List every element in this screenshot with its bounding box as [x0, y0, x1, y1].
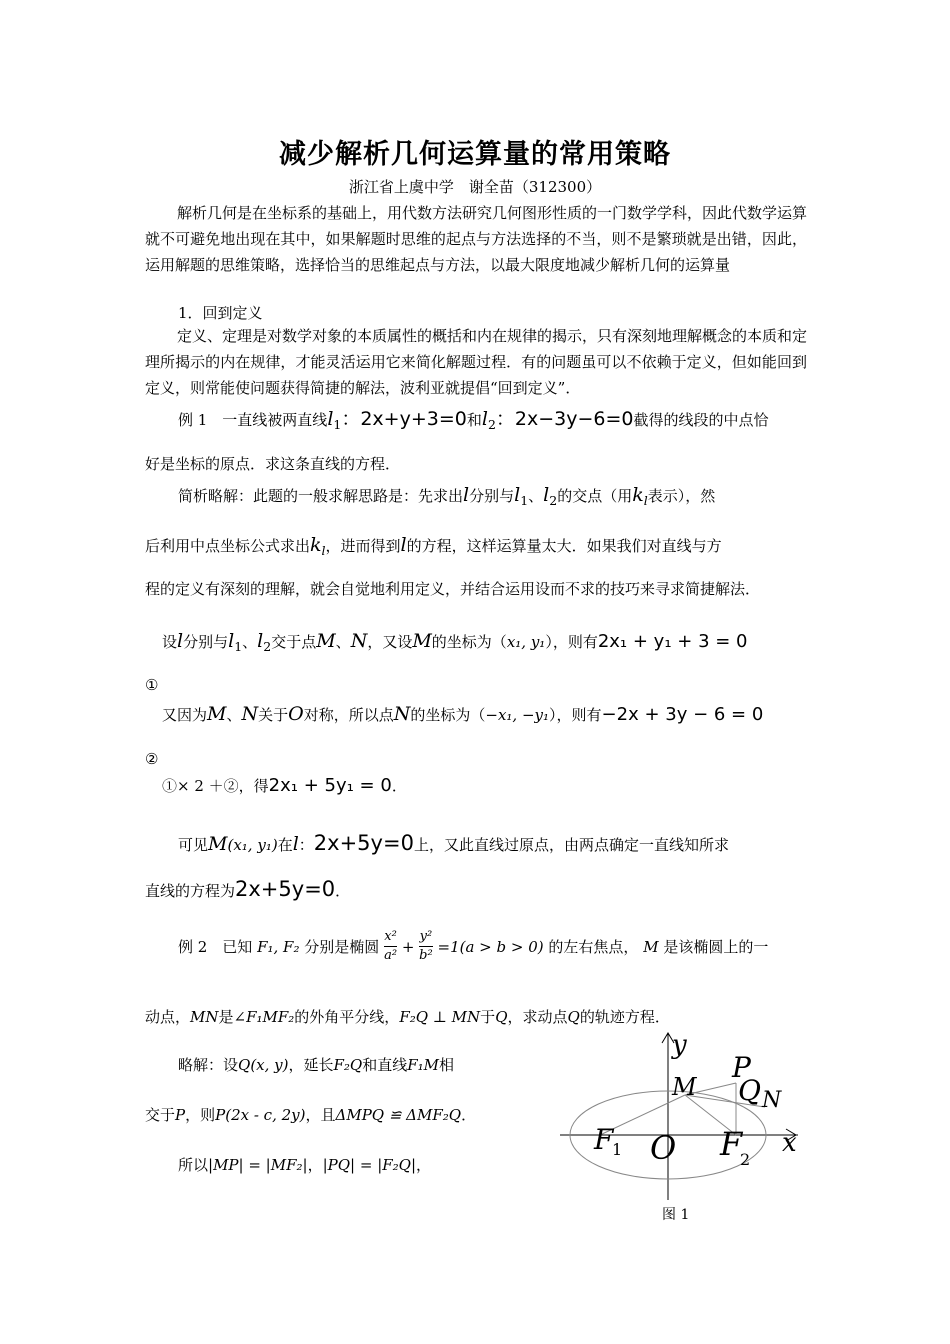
step1-line: 设l分别与$l_1$、$l_2$交于点M、N，又设M的坐标为（x₁, y₁），则有2x₁ + y₁ + 3 = 0 — [162, 630, 748, 654]
page-title: 减少解析几何运算量的常用策略 — [279, 139, 671, 170]
equation-marker-1: ① — [145, 676, 159, 694]
solution2-line1: 略解：设Q(x, y)，延长F₂Q和直线F₁M相 — [178, 1056, 455, 1074]
analysis-line3: 程的定义有深刻的理解，就会自觉地利用定义，并结合运用设而不求的技巧来寻求简捷解法． — [145, 580, 761, 598]
example1-line1: 例 1 一直线被两直线$l_1$：2x+y+3=0和$l_2$：2x−3y−6=0截得的线段的中点恰 — [178, 408, 769, 432]
label-f2-sub: 2 — [740, 1150, 751, 1169]
step2-line: 又因为M、N关于O对称，所以点N的坐标为（−x₁, −y₁），则有−2x + 3y − 6 = 0 — [162, 703, 764, 725]
example2-line1: 例 2 已知 F₁, F₂ 分别是椭圆 $\frac{\text{x²}}{\text{a²}}$ + $\frac{\text{y²}}{\text{b²}}$ =1(a > b > 0) 的左右焦点， M 是该椭圆上的一 — [178, 929, 769, 963]
label-p: P — [732, 1051, 751, 1084]
label-f1: F — [594, 1123, 614, 1156]
ellipse-frac-x: $\frac{\text{x²}}{\text{a²}}$ — [384, 929, 398, 963]
label-m: M — [672, 1073, 697, 1101]
example2-line2: 动点，MN是∠F₁MF₂的外角平分线，F₂Q ⊥ MN于Q，求动点Q的轨迹方程． — [145, 1008, 670, 1026]
section1-paragraph: 定义、定理是对数学对象的本质属性的概括和内在规律的揭示，只有深刻地理解概念的本质和定理所揭示的内在规律，才能灵活运用它来简化解题过程．有的问题虽可以不依赖于定义，但如能回到定义，则常能使问题获得简捷的解法，波利亚就提倡“回到定义”． — [145, 327, 808, 397]
figure-caption: 图 1 — [662, 1207, 690, 1223]
analysis-line2: 后利用中点坐标公式求出$k_l$，进而得到l的方程，这样运算量太大．如果我们对直线与方 — [145, 534, 722, 558]
label-q: Q — [738, 1074, 761, 1107]
intro-paragraph: 解析几何是在坐标系的基础上，用代数方法研究几何图形性质的一门数学学科，因此代数学运算就不可避免地出现在其中，如果解题时思维的起点与方法选择的不当，则不是繁琐就是出错，因此，运用解题的思维策略，选择恰当的思维起点与方法，以最大限度地减少解析几何的运算量 — [145, 204, 808, 274]
equation-marker-2: ② — [145, 750, 159, 768]
step4-line1: 可见M(x₁, y₁)在l：2x+5y=0上，又此直线过原点，由两点确定一直线知所求 — [178, 831, 729, 855]
label-f1-sub: 1 — [612, 1140, 623, 1159]
label-y: y — [672, 1030, 687, 1060]
solution2-line3: 所以|MP| = |MF₂|，|PQ| = |F₂Q|， — [178, 1156, 432, 1174]
section-heading: 1．回到定义 — [178, 304, 263, 322]
analysis-line1: 简析略解：此题的一般求解思路是：先求出l分别与$l_1$、$l_2$的交点（用$k_l$表示），然 — [178, 484, 716, 508]
ellipse-figure — [560, 1025, 810, 1200]
author-line: 浙江省上虞中学 谢全苗（312300） — [348, 178, 602, 196]
example1-line2: 好是坐标的原点．求这条直线的方程． — [145, 455, 401, 473]
label-o: O — [650, 1129, 677, 1167]
step3-line: ①× 2 ＋②，得2x₁ + 5y₁ = 0． — [162, 775, 407, 796]
label-n: N — [762, 1088, 782, 1113]
label-f2: F — [720, 1125, 743, 1163]
label-x: x — [782, 1128, 797, 1158]
ellipse-frac-y: $\frac{\text{y²}}{\text{b²}}$ — [419, 929, 433, 963]
solution2-line2: 交于P，则P(2x - c, 2y)，且ΔMPQ ≌ ΔMF₂Q． — [145, 1106, 477, 1124]
step4-line2: 直线的方程为2x+5y=0． — [145, 877, 351, 901]
